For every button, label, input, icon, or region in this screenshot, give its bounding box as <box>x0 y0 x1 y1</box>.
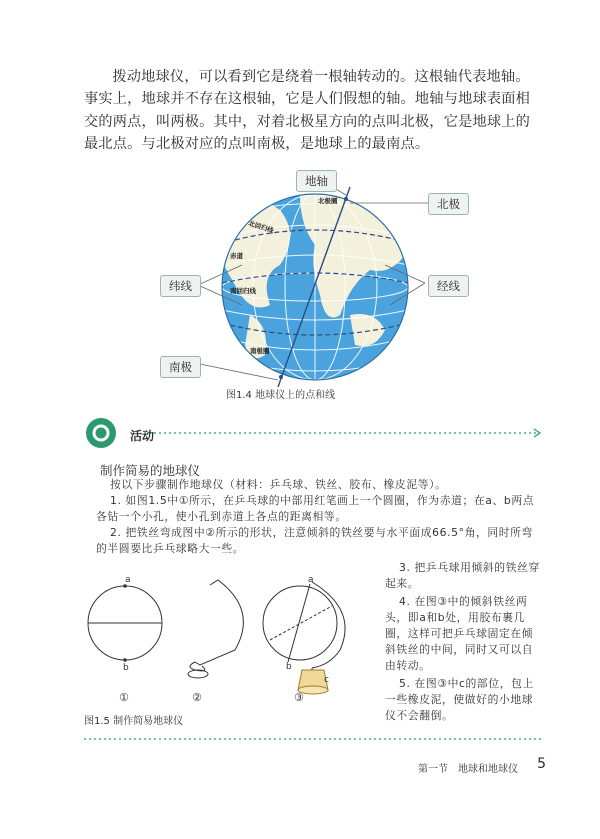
fig-number-1: ① <box>119 691 129 704</box>
wire-shape <box>195 580 243 665</box>
footer-section: 第一节 地球和地球仪 <box>418 764 518 775</box>
activity-bottom-rule <box>84 736 544 742</box>
activity-title: 活动 <box>130 429 155 443</box>
tropic-capricorn-text: 南回归线 <box>230 287 256 295</box>
fig3-label-b: b <box>286 662 292 672</box>
label-north-pole: 北极 <box>428 193 469 215</box>
fig3-label-a: a <box>308 575 314 585</box>
fig1-label-a: a <box>125 575 131 585</box>
label-latitude: 纬线 <box>160 275 201 297</box>
fig-number-2: ② <box>192 691 202 704</box>
activity-intro: 按以下步骤制作地球仪（材料：乒乓球、铁丝、胶布、橡皮泥等）。 <box>110 478 447 491</box>
fig3-label-c: c <box>324 675 329 685</box>
page-number: 5 <box>537 756 546 772</box>
activity-step-4: 4. 在图③中的倾斜铁丝两头，即a和b处，用胶布裹几圈，这样可把乒乓球固定在倾斜铁丝的中间，同时又可以自由转动。 <box>385 595 534 672</box>
activity-step-5: 5. 在图③中c的部位，包上一些橡皮泥，使做好的小地球仪不会翻倒。 <box>385 677 534 722</box>
fig-number-3: ③ <box>294 691 304 704</box>
equator-text: 赤道 <box>230 252 243 260</box>
tropic-cancer-text: 北回归线 <box>247 219 275 235</box>
activity-step-3: 3. 把乒乓球用倾斜的铁丝穿起来。 <box>385 561 540 590</box>
label-earth-axis: 地轴 <box>296 170 337 192</box>
figure-1-4-caption: 图1.4 地球仪上的点和线 <box>226 390 336 401</box>
figure-1-5-caption: 图1.5 制作简易地球仪 <box>84 716 184 727</box>
activity-subtitle: 制作简易的地球仪 <box>100 463 201 478</box>
antarctic-circle-text: 南极圈 <box>250 347 270 355</box>
fig1-label-b: b <box>123 663 129 673</box>
label-south-pole: 南极 <box>160 356 201 378</box>
arctic-circle-text: 北极圈 <box>318 197 338 205</box>
activity-icon <box>86 418 116 448</box>
intro-paragraph: 拨动地球仪，可以看到它是绕着一根轴转动的。这根轴代表地轴。事实上，地球并不存在这根轴，它是人们假想的轴。地轴与地球表面相交的两点，叫两极。其中，对着北极星方向的点叫北极，它是地球上的最北点。与北极对应的点叫南极，是地球上的最南点。 <box>84 69 531 153</box>
activity-step-1: 1. 如图1.5中①所示，在乒乓球的中部用红笔画上一个圆圈，作为赤道；在a、b两点各钻一个小孔，使小孔到赤道上各点的距离相等。 <box>96 494 535 523</box>
activity-step-2: 2. 把铁丝弯成图中②所示的形状，注意倾斜的铁丝要与水平面成66.5°角，同时所弯的半圆要比乒乓球略大一些。 <box>96 526 533 555</box>
label-longitude: 经线 <box>428 275 469 297</box>
figure-1-5 <box>80 570 380 710</box>
